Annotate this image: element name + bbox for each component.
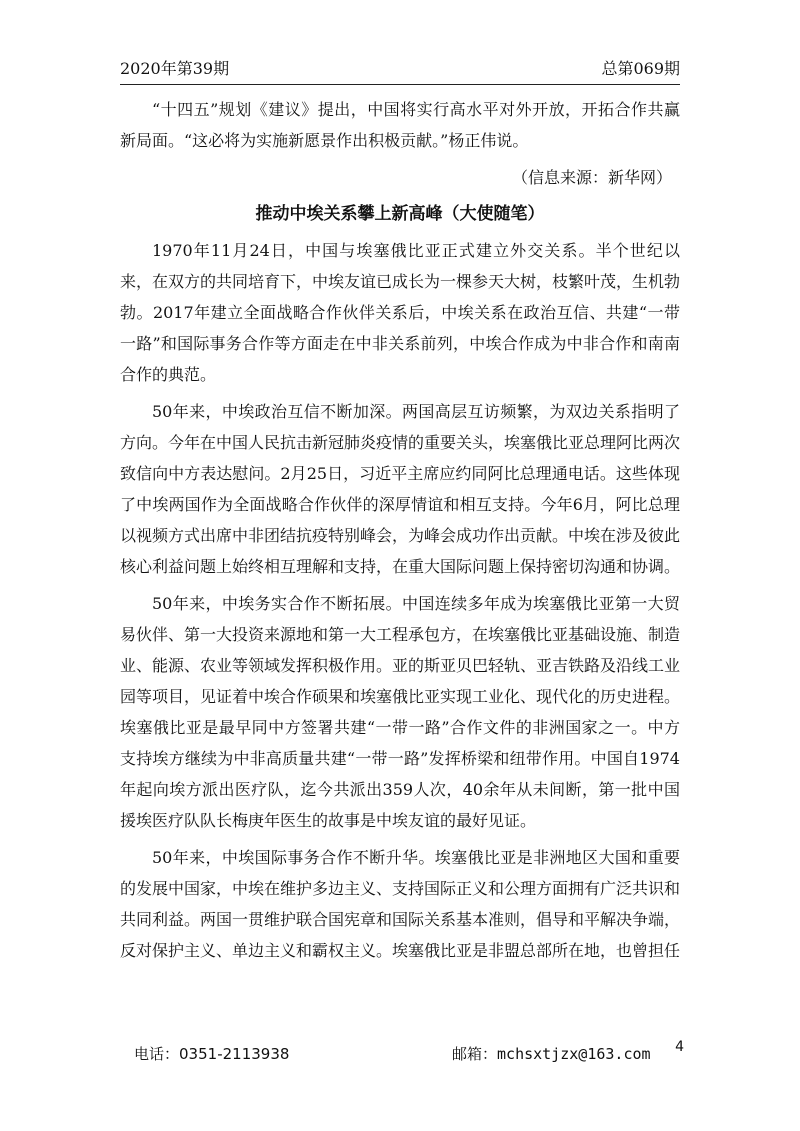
article-body: [120, 94, 680, 972]
issue-label: 2020年第39期: [120, 59, 230, 78]
paragraph-3: 50年来，中埃务实合作不断拓展。中国连续多年成为埃塞俄比亚第一大贸易伙伴、第一大投资来源地和第一大工程承包方，在埃塞俄比亚基础设施、制造业、能源、农业等领域发挥积极作用。亚的斯亚贝巴轻轨、亚吉铁路及沿线工业园等项目，见证着中埃合作硕果和埃塞俄比亚实现工业化、现代化的历史进程。埃塞俄比亚是最早同中方签署共建“一带一路”合作文件的非洲国家之一。中方支持埃方继续为中非高质量共建“一带一路”发挥桥梁和纽带作用。中国自1974年起向埃方派出医疗队，迄今共派出359人次，40余年从未间断，第一批中国援埃医疗队队长梅庚年医生的故事是中埃友谊的最好见证。: [120, 594, 681, 830]
paragraph-4: 50年来，中埃国际事务合作不断升华。埃塞俄比亚是非洲地区大国和重要的发展中国家，中埃在维护多边主义、支持国际正义和公理方面拥有广泛共识和共同利益。两国一贯维护联合国宪章和国际关系基本准则，倡导和平解决争端，反对保护主义、单边主义和霸权主义。埃塞俄比亚是非盟总部所在地，也曾担任: [120, 848, 681, 960]
phone-info: [134, 1043, 289, 1064]
paragraph-1: 1970年11月24日，中国与埃塞俄比亚正式建立外交关系。半个世纪以来，在双方的共同培育下，中埃友谊已成长为一棵参天大树，枝繁叶茂，生机勃勃。2017年建立全面战略合作伙伴关系后，中埃关系在政治互信、共建“一带一路”和国际事务合作等方面走在中非关系前列，中埃合作成为中非合作和南南合作的典范。: [120, 241, 681, 384]
paragraph-2: 50年来，中埃政治互信不断加深。两国高层互访频繁，为双边关系指明了方向。今年在中国人民抗击新冠肺炎疫情的重要关头，埃塞俄比亚总理阿比两次致信向中方表达慰问。2月25日，习近平主席应约同阿比总理通电话。这些体现了中埃两国作为全面战略合作伙伴的深厚情谊和相互支持。今年6月，阿比总理以视频方式出席中非团结抗疫特别峰会，为峰会成功作出贡献。中埃在涉及彼此核心利益问题上始终相互理解和支持，在重大国际问题上保持密切沟通和协调。: [120, 402, 681, 576]
intro-paragraph: “十四五”规划《建议》提出，中国将实行高水平对外开放，开拓合作共赢新局面。“这必将为实施新愿景作出积极贡献。”杨正伟说。: [120, 100, 680, 150]
page-header: [120, 50, 680, 85]
email-info: [452, 1043, 651, 1064]
page-footer: [134, 1039, 684, 1067]
phone-label: 电话：: [134, 1045, 180, 1063]
phone-number: 0351-2113938: [179, 1045, 290, 1063]
email-address: mchsxtjzx@163.com: [497, 1045, 651, 1063]
total-issue-label: 总第069期: [601, 59, 680, 78]
page-number: 4: [675, 1039, 684, 1055]
article-title: 推动中埃关系攀上新高峰（大使随笔）: [255, 204, 545, 224]
source-note: （信息来源：新华网）: [511, 168, 672, 187]
email-label: 邮箱：: [452, 1045, 498, 1063]
